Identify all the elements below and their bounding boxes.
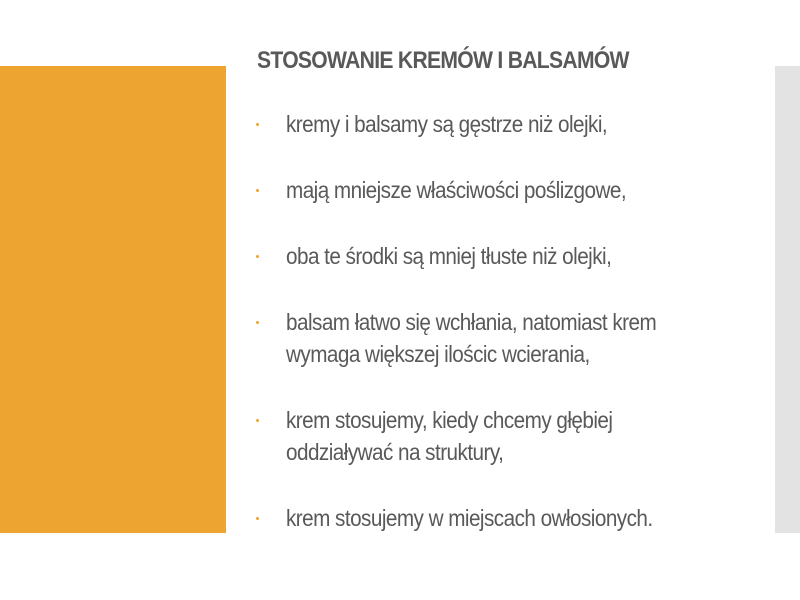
slide-title: STOSOWANIE KREMÓW I BALSAMÓW: [257, 47, 629, 74]
bullet-item: [256, 108, 756, 140]
bullet-icon: [256, 123, 259, 126]
bullet-icon: [256, 189, 259, 192]
bullet-text: balsam łatwo się wchłania, natomiast krem wymaga większej ilościc wcierania,: [286, 309, 657, 367]
bullet-list: [256, 108, 756, 534]
bullet-icon: [256, 419, 259, 422]
gray-side-panel: [775, 66, 800, 533]
bullet-item: [256, 174, 756, 206]
bullet-item: [256, 306, 756, 370]
bullet-text: mają mniejsze właściwości poślizgowe,: [286, 177, 627, 203]
bullet-icon: [256, 321, 259, 324]
bullet-icon: [256, 255, 259, 258]
bullet-icon: [256, 517, 259, 520]
bullet-text: kremy i balsamy są gęstrze niż olejki,: [286, 111, 608, 137]
bullet-text: krem stosujemy, kiedy chcemy głębiej oddziaływać na struktury,: [286, 407, 613, 465]
bullet-item: [256, 404, 756, 468]
bullet-text: oba te środki są mniej tłuste niż olejki,: [286, 243, 612, 269]
bullet-text: krem stosujemy w miejscach owłosionych.: [286, 505, 653, 531]
bullet-item: [256, 502, 756, 534]
orange-accent-panel: [0, 66, 226, 533]
bullet-item: [256, 240, 756, 272]
